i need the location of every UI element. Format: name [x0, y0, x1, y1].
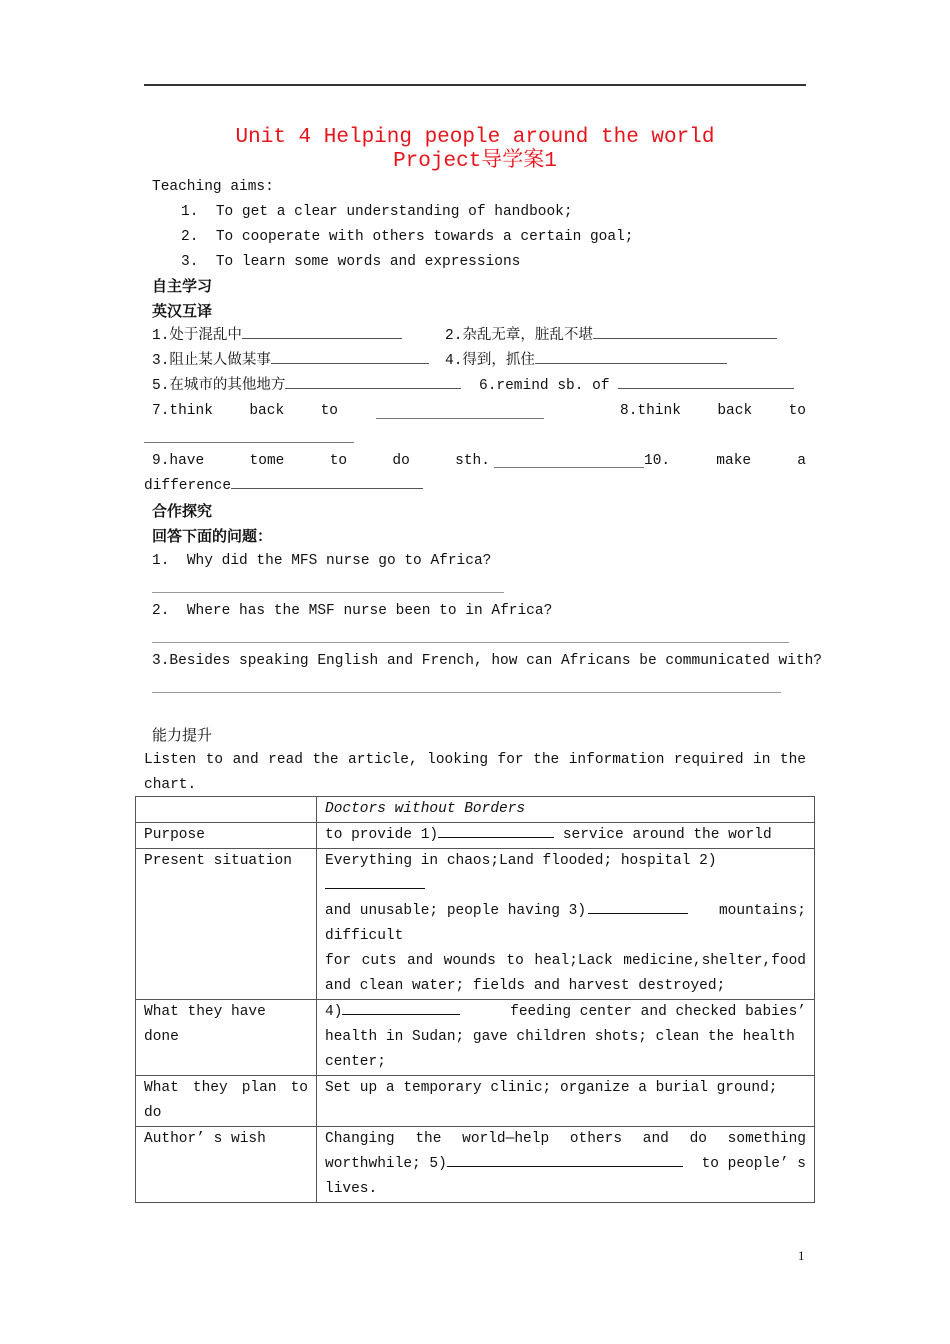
page-title: Unit 4 Helping people around the world: [235, 126, 715, 149]
translation-item-2: [445, 324, 777, 349]
info-chart: [135, 796, 815, 1203]
answer-blank[interactable]: [144, 442, 354, 443]
answer-blank[interactable]: [535, 349, 727, 364]
item-word: to: [788, 403, 806, 419]
question-text: Besides speaking English and French, how can Africans be communicated with?: [169, 653, 823, 669]
aim-number: 3.: [181, 254, 199, 270]
item-word: to: [329, 453, 348, 469]
answer-blank[interactable]: [342, 1000, 460, 1015]
aim-item: [181, 200, 573, 225]
row-content: [317, 823, 815, 849]
item-word: 7.think: [152, 403, 213, 419]
answer-blank[interactable]: [438, 823, 554, 838]
table-header: Doctors without Borders: [317, 797, 815, 823]
text: Everything in chaos;Land flooded; hospital 2): [325, 853, 717, 869]
instruction-line: Listen to and read the article, looking for the information required in the: [144, 752, 806, 768]
aim-number: 2.: [181, 229, 199, 245]
item-word: sth.: [455, 453, 490, 469]
text: feeding center and checked babies’: [501, 1004, 806, 1020]
item-word: tome: [249, 453, 285, 469]
item-label: 1.处于混乱中: [152, 328, 242, 344]
translation-heading: 英汉互译: [152, 302, 213, 320]
text: center;: [325, 1054, 386, 1070]
answer-line[interactable]: [152, 692, 781, 693]
question-text: Where has the MSF nurse been to in Africa?: [186, 603, 553, 619]
translation-item-9: [152, 449, 490, 474]
item-label: 5.在城市的其他地方: [152, 378, 286, 394]
cooperation-heading: 合作探究: [152, 502, 213, 520]
aim-text: To get a clear understanding of handbook;: [215, 204, 573, 220]
answer-blank[interactable]: [271, 349, 429, 364]
item-word: a: [797, 453, 806, 469]
translation-item-7: [152, 399, 338, 424]
translation-item-5: [152, 374, 461, 399]
row-content: [317, 1127, 815, 1203]
item-word: back: [249, 403, 285, 419]
ability-heading: 能力提升: [152, 726, 213, 744]
row-label: What they have done: [136, 1000, 317, 1076]
question-3: [152, 649, 822, 674]
text: lives.: [325, 1181, 378, 1197]
self-study-heading: 自主学习: [152, 277, 213, 295]
answer-blank[interactable]: [376, 418, 544, 419]
row-content: Set up a temporary clinic; organize a burial ground;: [317, 1076, 815, 1127]
item-word: make: [716, 453, 752, 469]
table-header-row: [136, 797, 815, 823]
item-label: 4.得到，抓住: [445, 353, 535, 369]
table-row: [136, 823, 815, 849]
answer-line[interactable]: [152, 642, 789, 643]
text: worthwhile; 5): [325, 1156, 447, 1172]
question-1: [152, 549, 491, 574]
translation-item-8: [620, 399, 806, 424]
text: Changing the world—help others and do something: [325, 1131, 806, 1147]
answer-blank[interactable]: [447, 1152, 683, 1167]
text: mountains;: [718, 903, 806, 919]
answer-blank[interactable]: [231, 474, 423, 489]
question-number: 2.: [152, 603, 170, 619]
page-subtitle: Project导学案1: [393, 150, 557, 173]
table-row: [136, 1000, 815, 1076]
row-content: [317, 1000, 815, 1076]
aim-text: To learn some words and expressions: [215, 254, 521, 270]
answer-blank[interactable]: [285, 374, 461, 389]
question-number: 1.: [152, 553, 170, 569]
item-word: to: [320, 403, 338, 419]
item-word: do: [392, 453, 410, 469]
answer-blank[interactable]: [593, 324, 777, 339]
text: for cuts and wounds to heal;Lack medicine,shelter,food: [325, 953, 806, 969]
text: and unusable; people having 3): [325, 903, 587, 919]
row-label: Author’ s wish: [136, 1127, 317, 1203]
page-number: 1: [798, 1248, 805, 1263]
translation-item-4: [445, 349, 727, 374]
aim-item: [181, 225, 633, 250]
text: What they plan to: [144, 1080, 308, 1096]
text: service around the world: [554, 827, 772, 843]
row-label: Present situation: [136, 849, 317, 1000]
text: to provide 1): [325, 827, 439, 843]
questions-heading: 回答下面的问题：: [152, 527, 273, 545]
translation-item-3: [152, 349, 429, 374]
translation-item-1: [152, 324, 402, 349]
answer-blank[interactable]: [618, 374, 794, 389]
instruction-line: chart.: [144, 777, 197, 793]
question-number: 3.: [152, 653, 170, 669]
aim-number: 1.: [181, 204, 199, 220]
answer-line[interactable]: [152, 592, 504, 593]
item-label: 6.remind sb. of: [479, 378, 610, 394]
text: difficult: [325, 928, 404, 944]
item-word: back: [717, 403, 753, 419]
text: and clean water; fields and harvest destroyed;: [325, 978, 726, 994]
item-word: 10.: [644, 453, 671, 469]
text: health in Sudan; gave children shots; clean the health: [325, 1029, 795, 1045]
text: do: [144, 1105, 162, 1121]
translation-item-10-continued: [144, 474, 423, 499]
table-row: [136, 1076, 815, 1127]
question-text: Why did the MFS nurse go to Africa?: [186, 553, 492, 569]
text: 4): [325, 1004, 343, 1020]
translation-item-6: [479, 374, 794, 399]
aim-item: [181, 250, 520, 275]
item-label: 3.阻止某人做某事: [152, 353, 271, 369]
question-2: [152, 599, 552, 624]
row-label: [136, 1076, 317, 1127]
header-rule: [144, 84, 806, 86]
item-word: 8.think: [620, 403, 681, 419]
table-row: [136, 849, 815, 1000]
answer-blank[interactable]: [588, 899, 688, 914]
answer-blank[interactable]: [494, 467, 644, 468]
text: to people’ s: [701, 1156, 806, 1172]
answer-blank[interactable]: [242, 324, 402, 339]
table-row: [136, 1127, 815, 1203]
item-word: 9.have: [152, 453, 205, 469]
row-label: Purpose: [136, 823, 317, 849]
teaching-aims-heading: Teaching aims:: [152, 179, 274, 195]
answer-blank[interactable]: [325, 874, 425, 889]
item-word: difference: [144, 478, 232, 494]
table-cell: [136, 797, 317, 823]
row-content: [317, 849, 815, 1000]
translation-item-10: [644, 449, 806, 474]
aim-text: To cooperate with others towards a certain goal;: [215, 229, 634, 245]
item-label: 2.杂乱无章，脏乱不堪: [445, 328, 593, 344]
